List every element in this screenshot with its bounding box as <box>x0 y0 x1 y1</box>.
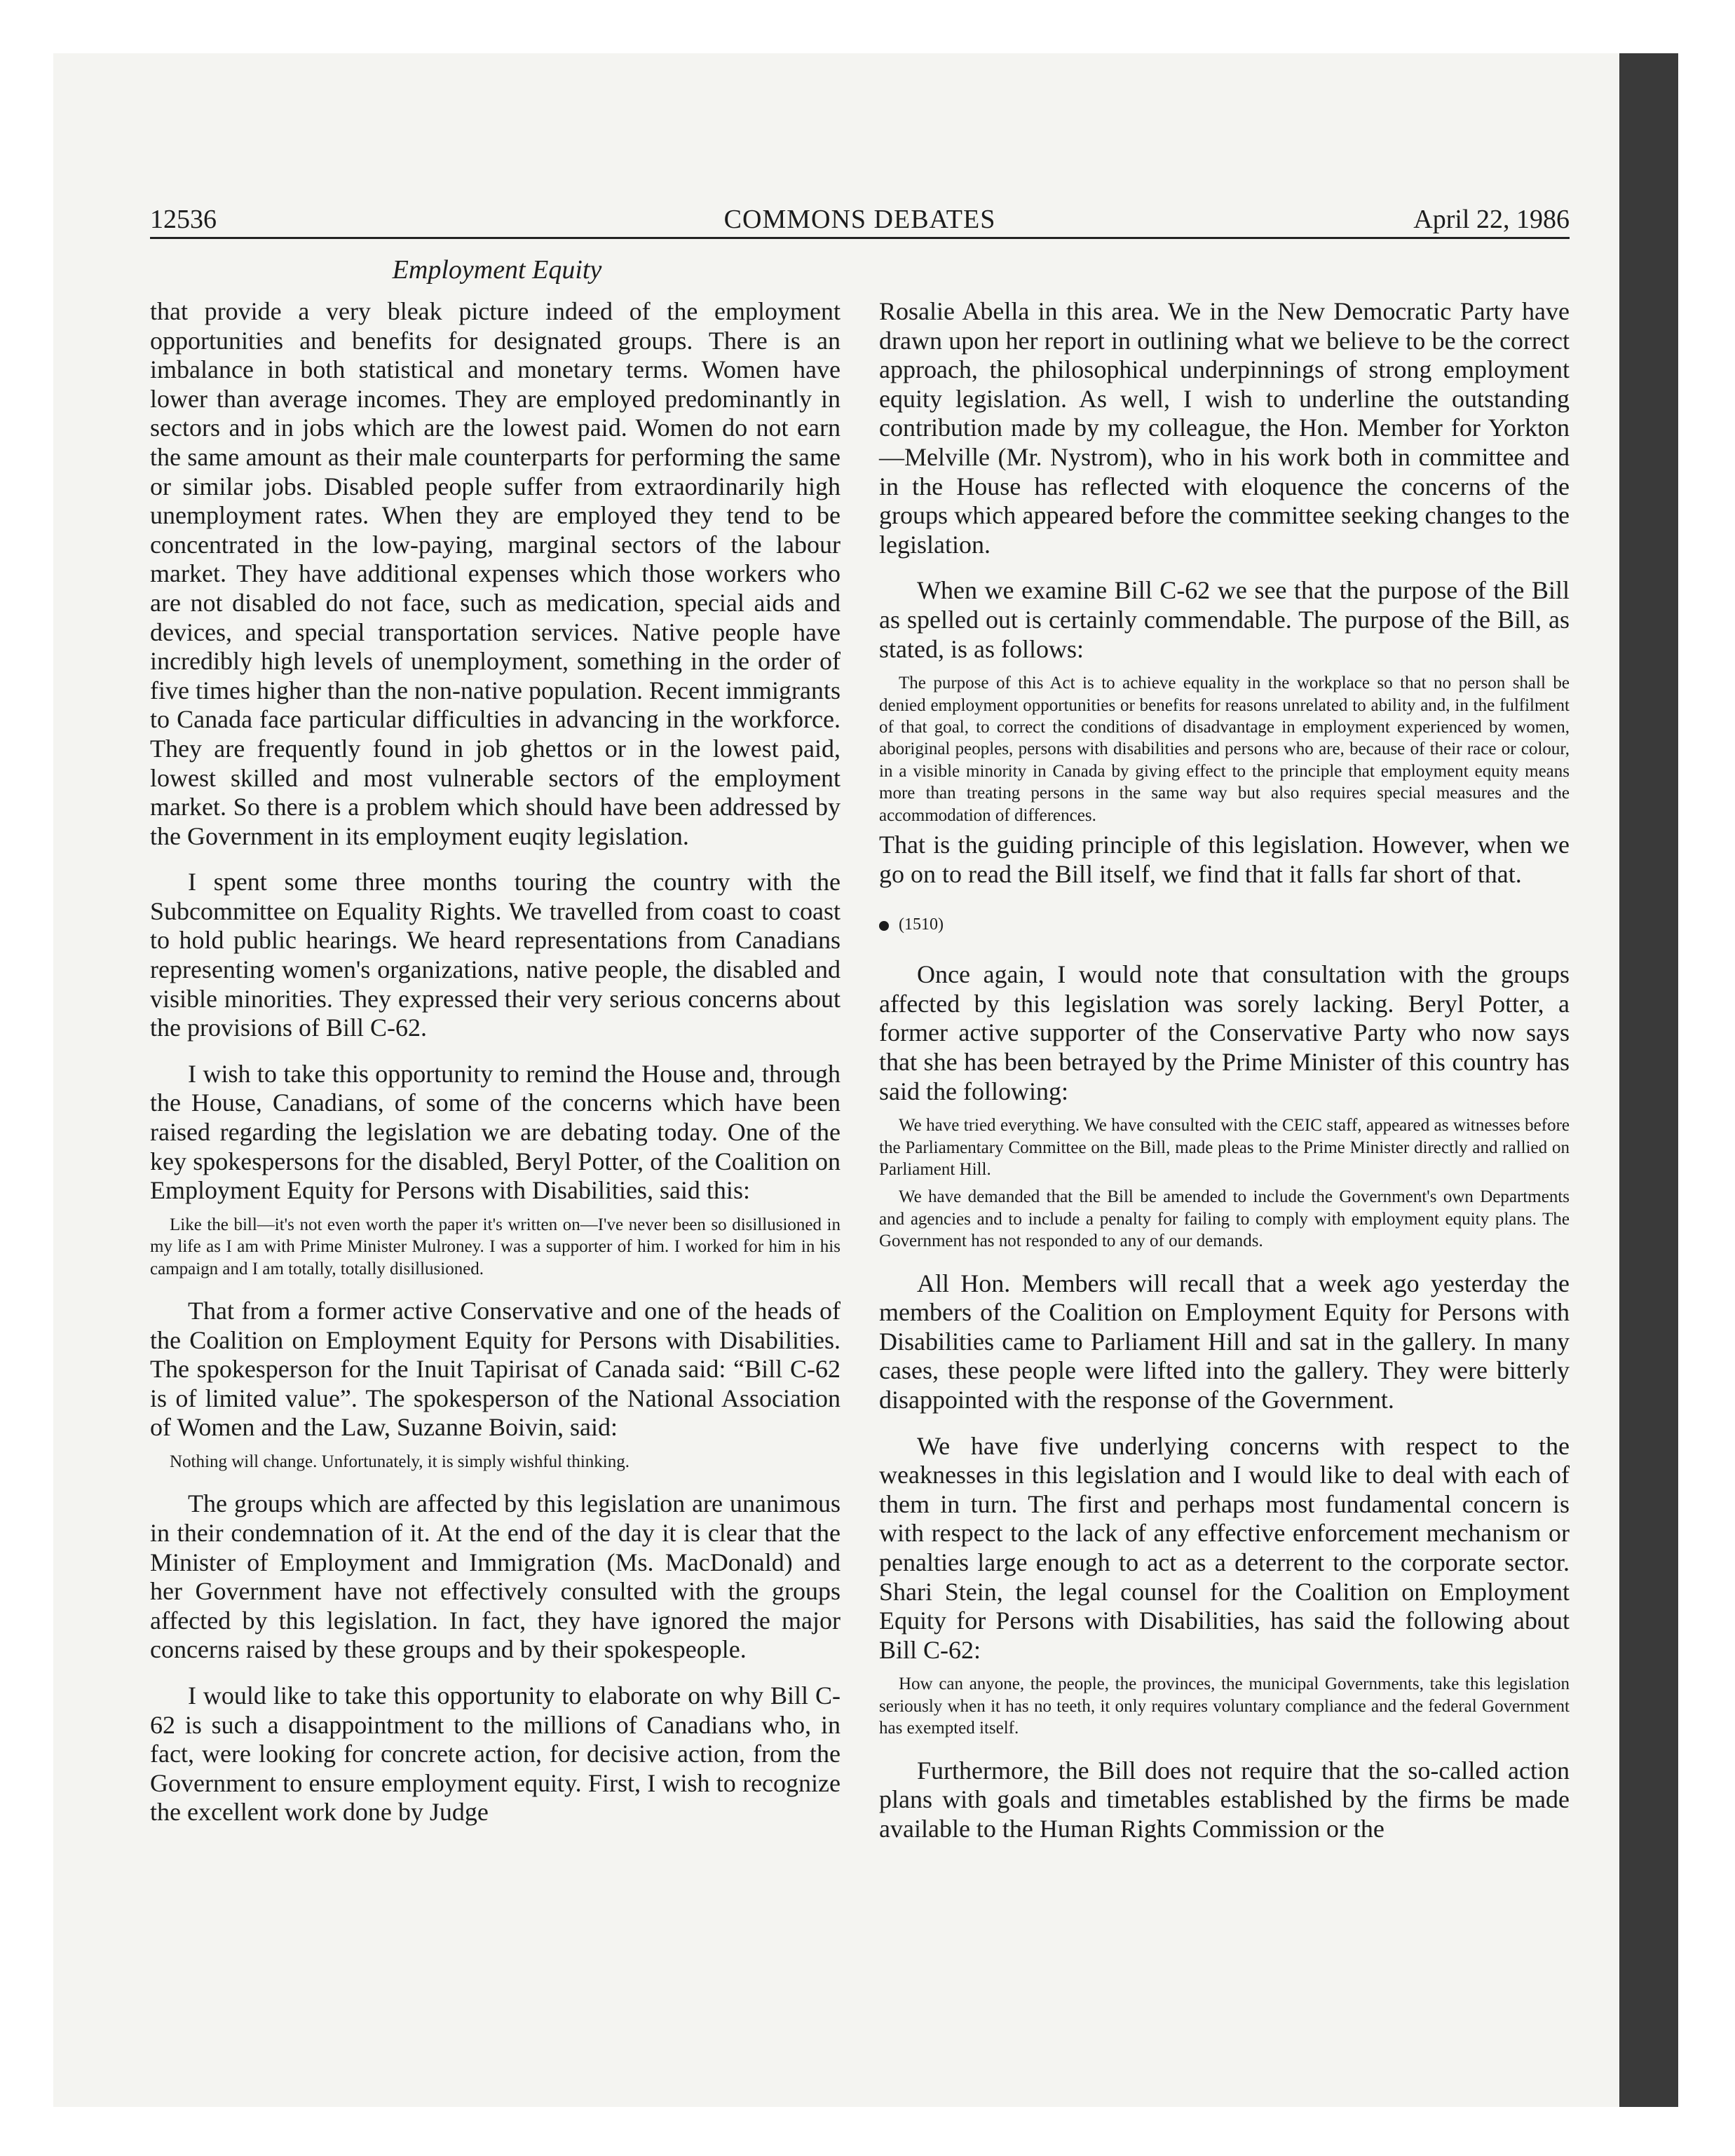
header-date: April 22, 1986 <box>1413 205 1570 234</box>
paragraph: Once again, I would note that consultation with the groups affected by this legislation was sorely lacking. Beryl Potter, a former active supporter of the Conservative Party who now says that she has been betrayed by the Prime Minister of this country has said the following: <box>879 960 1570 1105</box>
paragraph: Furthermore, the Bill does not require that the so-called action plans with goals and timetables established by the firms be made available to the Human Rights Commission or the <box>879 1756 1570 1843</box>
block-quote: We have demanded that the Bill be amended to include the Government's own Departments and agencies and to include a penalty for failing to comply with employment equity plans. The Government has not responded to any of our demands. <box>879 1187 1570 1251</box>
block-quote: We have tried everything. We have consulted with the CEIC staff, appeared as witnesses before the Parliamentary Committee on the Bill, made pleas to the Prime Minister directly and rallied on Parliament Hill. <box>879 1116 1570 1179</box>
paragraph: When we examine Bill C-62 we see that the purpose of the Bill as spelled out is certainly commendable. The purpose of the Bill, as stated, is as follows: <box>879 576 1570 663</box>
right-column <box>879 297 1570 1843</box>
paragraph: I wish to take this opportunity to remind the House and, through the House, Canadians, of some of the concerns which have been raised regarding the legislation we are debating today. One of the key spokespersons for the disabled, Beryl Potter, of the Coalition on Employment Equity for Persons with Disabilities, said this: <box>150 1059 841 1205</box>
block-quote: Nothing will change. Unfortunately, it is simply wishful thinking. <box>170 1452 630 1471</box>
paragraph: All Hon. Members will recall that a week ago yesterday the members of the Coalition on Employment Equity for Persons with Disabilities came to Parliament Hill and sat in the gallery. In many cases, these people were lifted into the gallery. They were bitterly disappointed with the response of the Government. <box>879 1269 1570 1414</box>
block-quote: How can anyone, the people, the provinces, the municipal Governments, take this legislation seriously when it has no teeth, it only requires voluntary compliance and the federal Government has exempted itself. <box>879 1674 1570 1738</box>
paragraph: That is the guiding principle of this legislation. However, when we go on to read the Bill itself, we find that it falls far short of that. <box>879 830 1570 888</box>
left-column <box>150 297 841 1827</box>
paragraph: The groups which are affected by this legislation are unanimous in their condemnation of it. At the end of the day it is clear that the Minister of Employment and Immigration (Ms. MacDonald) and her Government have not effectively consulted with the groups affected by this legislation. In fact, they have ignored the major concerns raised by these groups and by their spokespeople. <box>150 1489 841 1664</box>
paragraph: Rosalie Abella in this area. We in the New Democratic Party have drawn upon her report in outlining what we believe to be the correct approach, the philosophical underpinnings of strong employment equity legislation. As well, I wish to underline the outstanding contribution made by my colleague, the Hon. Member for Yorkton—Melville (Mr. Nystrom), who in his work both in committee and in the House has reflected with eloquence the concerns of the groups which appeared before the committee seeking changes to the legislation. <box>879 297 1570 559</box>
block-quote: Like the bill—it's not even worth the paper it's written on—I've never been so disillusioned in my life as I am with Prime Minister Mulroney. I was a supporter of him. I worked for him in his campaign and I am totally, totally disillusioned. <box>150 1215 841 1278</box>
running-title: COMMONS DEBATES <box>723 205 996 234</box>
scan-edge-shadow <box>1619 53 1678 2107</box>
page-number: 12536 <box>150 205 217 234</box>
section-title: Employment Equity <box>392 255 602 285</box>
paragraph: We have five underlying concerns with respect to the weaknesses in this legislation and I would like to deal with each of them in turn. The first and perhaps most fundamental concern is with respect to the lack of any effective enforcement mechanism or penalties large enough to act as a deterrent to the corporate sector. Shari Stein, the legal counsel for the Coalition on Employment Equity for Persons with Disabilities, has said the following about Bill C-62: <box>879 1431 1570 1664</box>
time-marker-label: (1510) <box>899 915 944 934</box>
bullet-icon <box>879 921 889 931</box>
page-header <box>150 200 1570 238</box>
header-rule <box>150 237 1570 239</box>
paragraph: I spent some three months touring the country with the Subcommittee on Equality Rights. We travelled from coast to coast to hold public hearings. We heard representations from Canadians representing women's organizations, native people, the disabled and visible minorities. They expressed their very serious concerns about the provisions of Bill C-62. <box>150 868 841 1042</box>
paragraph: that provide a very bleak picture indeed of the employment opportunities and benefits for designated groups. There is an imbalance in both statistical and monetary terms. Women have lower than average incomes. They are employed predominantly in sectors and in jobs which are the lowest paid. Women do not earn the same amount as their male counterparts for performing the same or similar jobs. Disabled people suffer from extraordinarily high unemployment rates. When they are employed they tend to be concentrated in the low-paying, marginal sectors of the labour market. They have additional expenses which those workers who are not disabled do not face, such as medication, special aids and devices, and special transportation services. Native people have incredibly high levels of unemployment, something in the order of five times higher than the non-native population. Recent immigrants to Canada face particular difficulties in advancing in the workforce. They are frequently found in job ghettos or in the lowest paid, lowest skilled and most vulnerable sectors of the employment market. So there is a problem which should have been addressed by the Government in its employment euqity legislation. <box>150 297 841 850</box>
paragraph: That from a former active Conservative and one of the heads of the Coalition on Employment Equity for Persons with Disabilities. The spokesperson for the Inuit Tapirisat of Canada said: “Bill C-62 is of limited value”. The spokesperson of the National Association of Women and the Law, Suzanne Boivin, said: <box>150 1297 841 1442</box>
time-marker <box>879 913 1570 936</box>
block-quote: The purpose of this Act is to achieve equality in the workplace so that no person shall be denied employment opportunities or benefits for reasons unrelated to ability and, in the fulfilment of that goal, to correct the conditions of disadvantage in employment experienced by women, aboriginal peoples, persons with disabilities and persons who are, because of their race or colour, in a visible minority in Canada by giving effect to the principle that employment equity means more than treating persons in the same way but also requires special measures and the accommodation of differences. <box>879 674 1570 825</box>
paragraph: I would like to take this opportunity to elaborate on why Bill C-62 is such a disappointment to the millions of Canadians who, in fact, were looking for concrete action, for decisive action, from the Government to ensure employment equity. First, I wish to recognize the excellent work done by Judge <box>150 1681 841 1827</box>
